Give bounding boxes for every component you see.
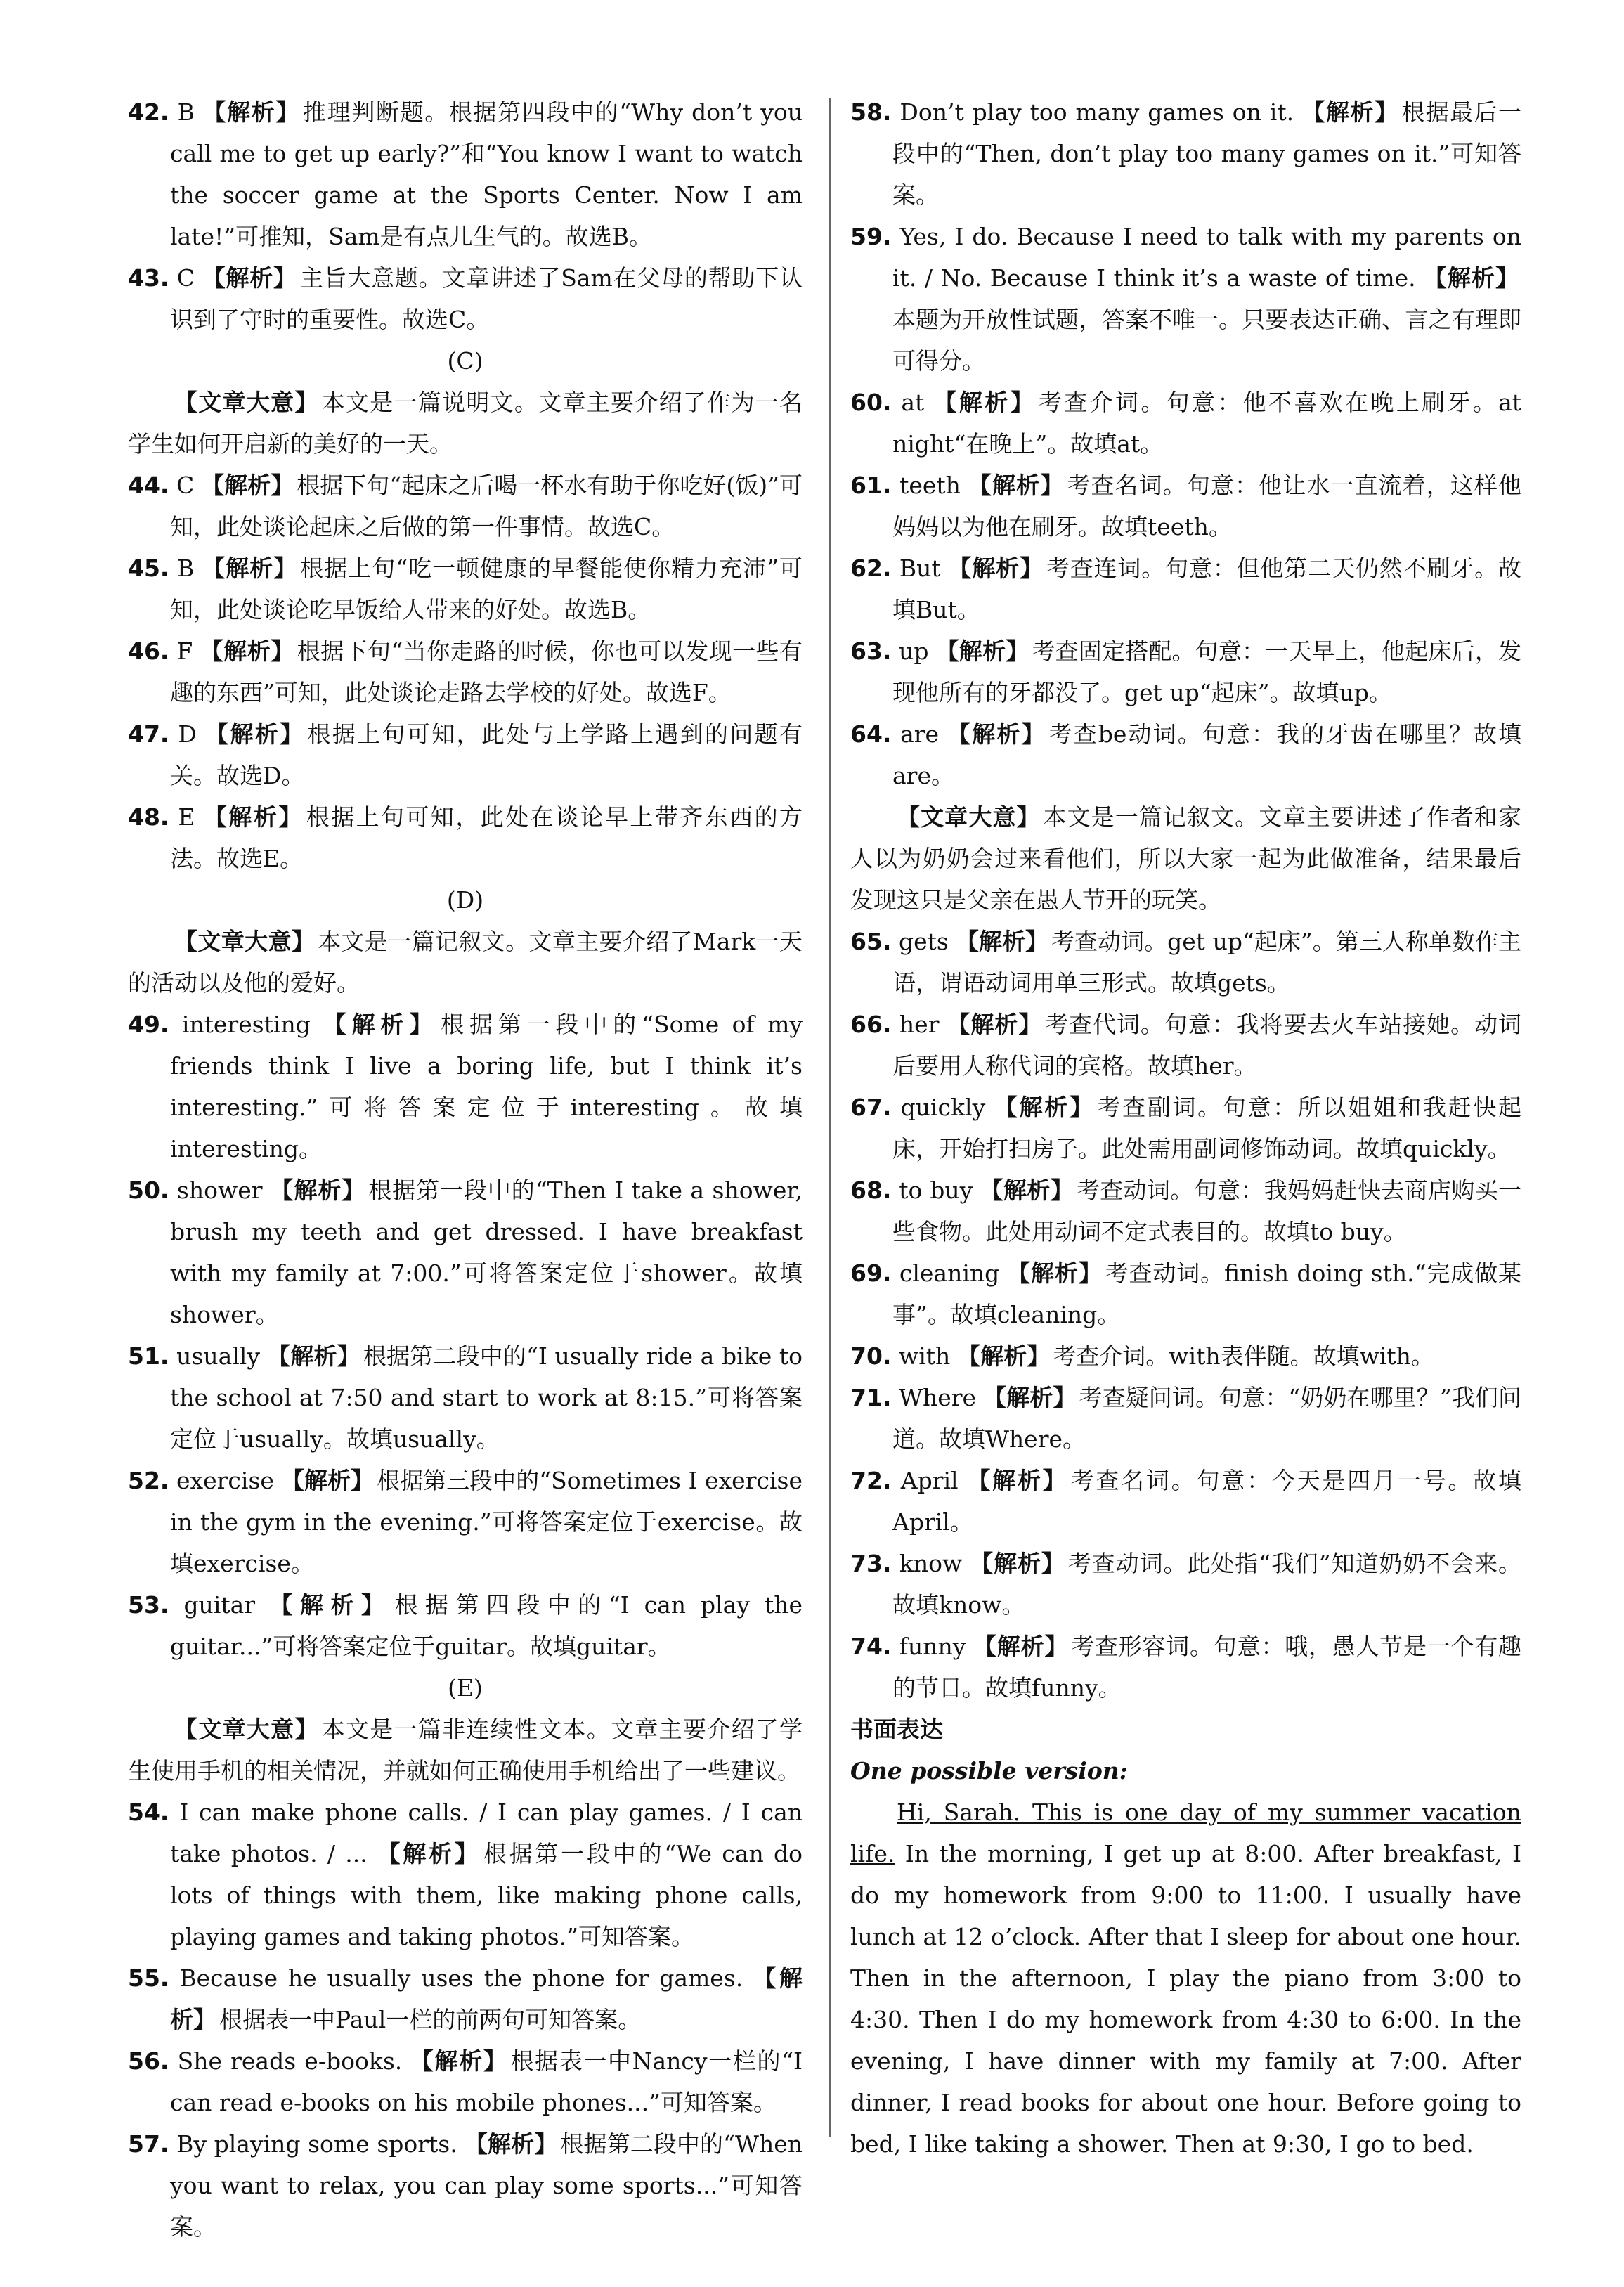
- answer-53: 53. guitar 【解析】 根据第四段中的“I can play the guitar...”可将答案定位于guitar。故填guitar。: [128, 1591, 803, 1660]
- answer-46: 46. F 【解析】 根据下句“当你走路的时候，你也可以发现一些有趣的东西”可知，此处谈论走路去学校的好处。故选F。: [128, 637, 803, 706]
- answer-71: 71. Where 【解析】 考查疑问词。句意：“奶奶在哪里？”我们问道。故填Where。: [850, 1384, 1521, 1453]
- summary-e: 【文章大意】 本文是一篇非连续性文本。文章主要介绍了学生使用手机的相关情况，并就如何正确使用手机给出了一些建议。: [128, 1716, 803, 1784]
- answer-43: 43. C 【解析】 主旨大意题。文章讲述了Sam在父母的帮助下认识到了守时的重要性。故选C。: [128, 264, 803, 333]
- answer-68: 68. to buy 【解析】 考查动词。句意：我妈妈赶快去商店购买一些食物。此处用动词不定式表目的。故填to buy。: [850, 1177, 1522, 1245]
- answer-45: 45. B 【解析】 根据上句“吃一顿健康的早餐能使你精力充沛”可知，此处谈论吃早饭给人带来的好处。故选B。: [128, 555, 803, 623]
- answer-51: 51. usually 【解析】 根据第二段中的“I usually ride a bike to the school at 7:50 and start to work at 8:15.”可将答案定位于usually。故填usually。: [128, 1342, 803, 1453]
- answer-72: 72. April 【解析】 考查名词。句意：今天是四月一号。故填April。: [850, 1467, 1522, 1536]
- answer-65: 65. gets 【解析】 考查动词。get up“起床”。第三人称单数作主语，谓语动词用单三形式。故填gets。: [850, 928, 1522, 997]
- answer-55: 55. Because he usually uses the phone for games. 【解析】 根据表一中Paul一栏的前两句可知答案。: [128, 1964, 803, 2033]
- answer-54: 54. I can make phone calls. / I can play games. / I can take photos. / ... 【解析】 根据第一段中的“We can do lots of things with them, like making phone calls, playing games and taking photos.”可知答案。: [128, 1799, 803, 1950]
- answer-47: 47. D 【解析】 根据上句可知，此处与上学路上遇到的问题有关。故选D。: [128, 720, 803, 789]
- answer-69: 69. cleaning 【解析】 考查动词。finish doing sth.“完成做某事”。故填cleaning。: [850, 1259, 1521, 1328]
- answer-44: 44. C 【解析】 根据下句“起床之后喝一杯水有助于你吃好(饭)”可知，此处谈论起床之后做的第一件事情。故选C。: [128, 472, 803, 540]
- answer-64: 64. are 【解析】 考查be动词。句意：我的牙齿在哪里？故填are。: [850, 720, 1521, 789]
- answer-56: 56. She reads e-books. 【解析】 根据表一中Nancy一栏的“I can read e-books on his mobile phones...”可知答案。: [128, 2047, 803, 2116]
- possible-version-label: One possible version:: [850, 1757, 1128, 1784]
- answer-63: 63. up 【解析】 考查固定搭配。句意：一天早上，他起床后，发现他所有的牙都没了。get up“起床”。故填up。: [850, 637, 1522, 706]
- answer-52: 52. exercise 【解析】 根据第三段中的“Sometimes I exercise in the gym in the evening.”可将答案定位于exercise。故填exercise。: [128, 1467, 803, 1577]
- answer-73: 73. know 【解析】 考查动词。此处指“我们”知道奶奶不会来。故填know。: [850, 1550, 1521, 1619]
- answer-66: 66. her 【解析】 考查代词。句意：我将要去火车站接她。动词后要用人称代词的宾格。故填her。: [850, 1011, 1522, 1080]
- answer-70: 70. with 【解析】 考查介词。with表伴随。故填with。: [850, 1342, 1434, 1370]
- right-column: [850, 91, 1521, 2165]
- answer-49: 49. interesting 【解析】 根据第一段中的“Some of my friends think I live a boring life, but I think it’s interesting.”可将答案定位于interesting。故填interesting。: [128, 1011, 803, 1162]
- answer-67: 67. quickly 【解析】 考查副词。句意：所以姐姐和我赶快起床，开始打扫房子。此处需用副词修饰动词。故填quickly。: [850, 1094, 1522, 1162]
- answer-58: 58. Don’t play too many games on it. 【解析】 根据最后一段中的“Then, don’t play too many games on it.”可知答案。: [850, 98, 1522, 209]
- section-e-heading: (E): [448, 1674, 483, 1702]
- section-d-heading: (D): [446, 886, 484, 914]
- answer-60: 60. at 【解析】 考查介词。句意：他不喜欢在晚上刷牙。at night“在晚上”。故填at。: [850, 389, 1522, 458]
- answer-59: 59. Yes, I do. Because I need to talk with my parents on it. / No. Because I think it’s a waste of time. 【解析】本题为开放性试题，答案不唯一。只要表达正确、言之有理即可得分。: [850, 223, 1521, 375]
- answer-42: 42. B 【解析】 推理判断题。根据第四段中的“Why don’t you call me to get up early?”和“You know I want to watch the soccer game at the Sports Center. Now I am late!”可推知，Sam是有点儿生气的。故选B。: [128, 98, 803, 250]
- model-essay: [850, 1792, 1521, 2165]
- essay-body: In the morning, I get up at 8:00. After breakfast, I do my homework from 9:00 to 11:00. I usually have lunch at 12 o’clock. After that I sleep for about one hour. Then in the afternoon, I play the piano from 3:00 to 4:30. Then I do my homework from 4:30 to 6:00. In the evening, I have dinner with my family at 7:00. After dinner, I read books for about one hour. Before going to bed, I like taking a shower. Then at 9:30, I go to bed.: [850, 1840, 1521, 2158]
- column-divider: [829, 98, 831, 2137]
- section-c-heading: (C): [447, 347, 483, 375]
- answer-48: 48. E 【解析】 根据上句可知，此处在谈论早上带齐东西的方法。故选E。: [128, 803, 803, 872]
- writing-heading: 书面表达: [850, 1716, 943, 1743]
- summary-d: 【文章大意】 本文是一篇记叙文。文章主要介绍了Mark一天的活动以及他的爱好。: [128, 928, 803, 997]
- answer-61: 61. teeth 【解析】 考查名词。句意：他让水一直流着，这样他妈妈以为他在刷牙。故填teeth。: [850, 472, 1522, 540]
- answer-62: 62. But 【解析】 考查连词。句意：但他第二天仍然不刷牙。故填But。: [850, 555, 1522, 623]
- left-column: [128, 91, 803, 2248]
- answer-57: 57. By playing some sports. 【解析】 根据第二段中的“When you want to relax, you can play some sports...”可知答案。: [128, 2130, 803, 2241]
- summary-c: 【文章大意】 本文是一篇说明文。文章主要介绍了作为一名学生如何开启新的美好的一天。: [128, 389, 803, 458]
- answer-50: 50. shower 【解析】 根据第一段中的“Then I take a shower, brush my teeth and get dressed. I have breakfast with my family at 7:00.”可将答案定位于shower。故填shower。: [128, 1177, 803, 1328]
- answer-74: 74. funny 【解析】 考查形容词。句意：哦，愚人节是一个有趣的节日。故填funny。: [850, 1633, 1522, 1702]
- essay-topic-sentence: Hi, Sarah. This is one day of my summer vacation life.: [850, 1799, 1521, 1867]
- summary-f: 【文章大意】 本文是一篇记叙文。文章主要讲述了作者和家人以为奶奶会过来看他们，所以大家一起为此做准备，结果最后发现这只是父亲在愚人节开的玩笑。: [850, 803, 1522, 914]
